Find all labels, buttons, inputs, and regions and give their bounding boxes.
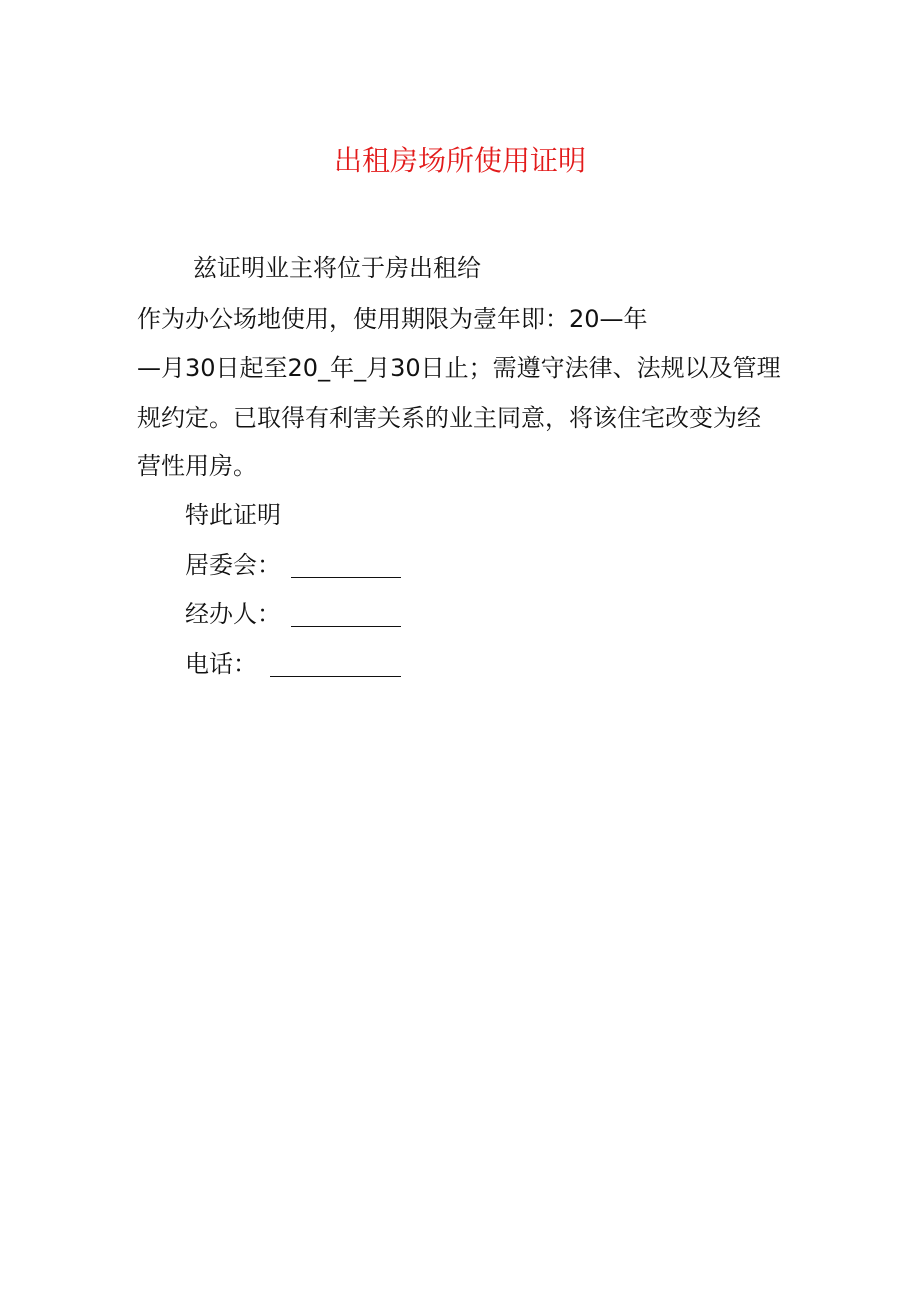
document-title: 出租房场所使用证明	[333, 144, 586, 177]
handler-blank-line	[291, 626, 401, 627]
closing-text: 特此证明	[185, 501, 281, 529]
body-line: —月30日起至20_年_月30日止；需遵守法律、法规以及管理	[137, 354, 781, 382]
committee-blank-line	[291, 577, 401, 578]
field-label-phone: 电话：	[185, 650, 257, 678]
field-label-committee: 居委会：	[185, 551, 281, 579]
phone-blank-line	[270, 676, 401, 677]
body-line: 作为办公场地使用，使用期限为壹年即：20—年	[137, 305, 648, 333]
body-line: 兹证明业主将位于房出租给	[193, 254, 481, 282]
body-line: 营性用房。	[137, 452, 257, 480]
body-line: 规约定。已取得有利害关系的业主同意，将该住宅改变为经	[137, 404, 761, 432]
field-label-handler: 经办人：	[185, 600, 281, 628]
